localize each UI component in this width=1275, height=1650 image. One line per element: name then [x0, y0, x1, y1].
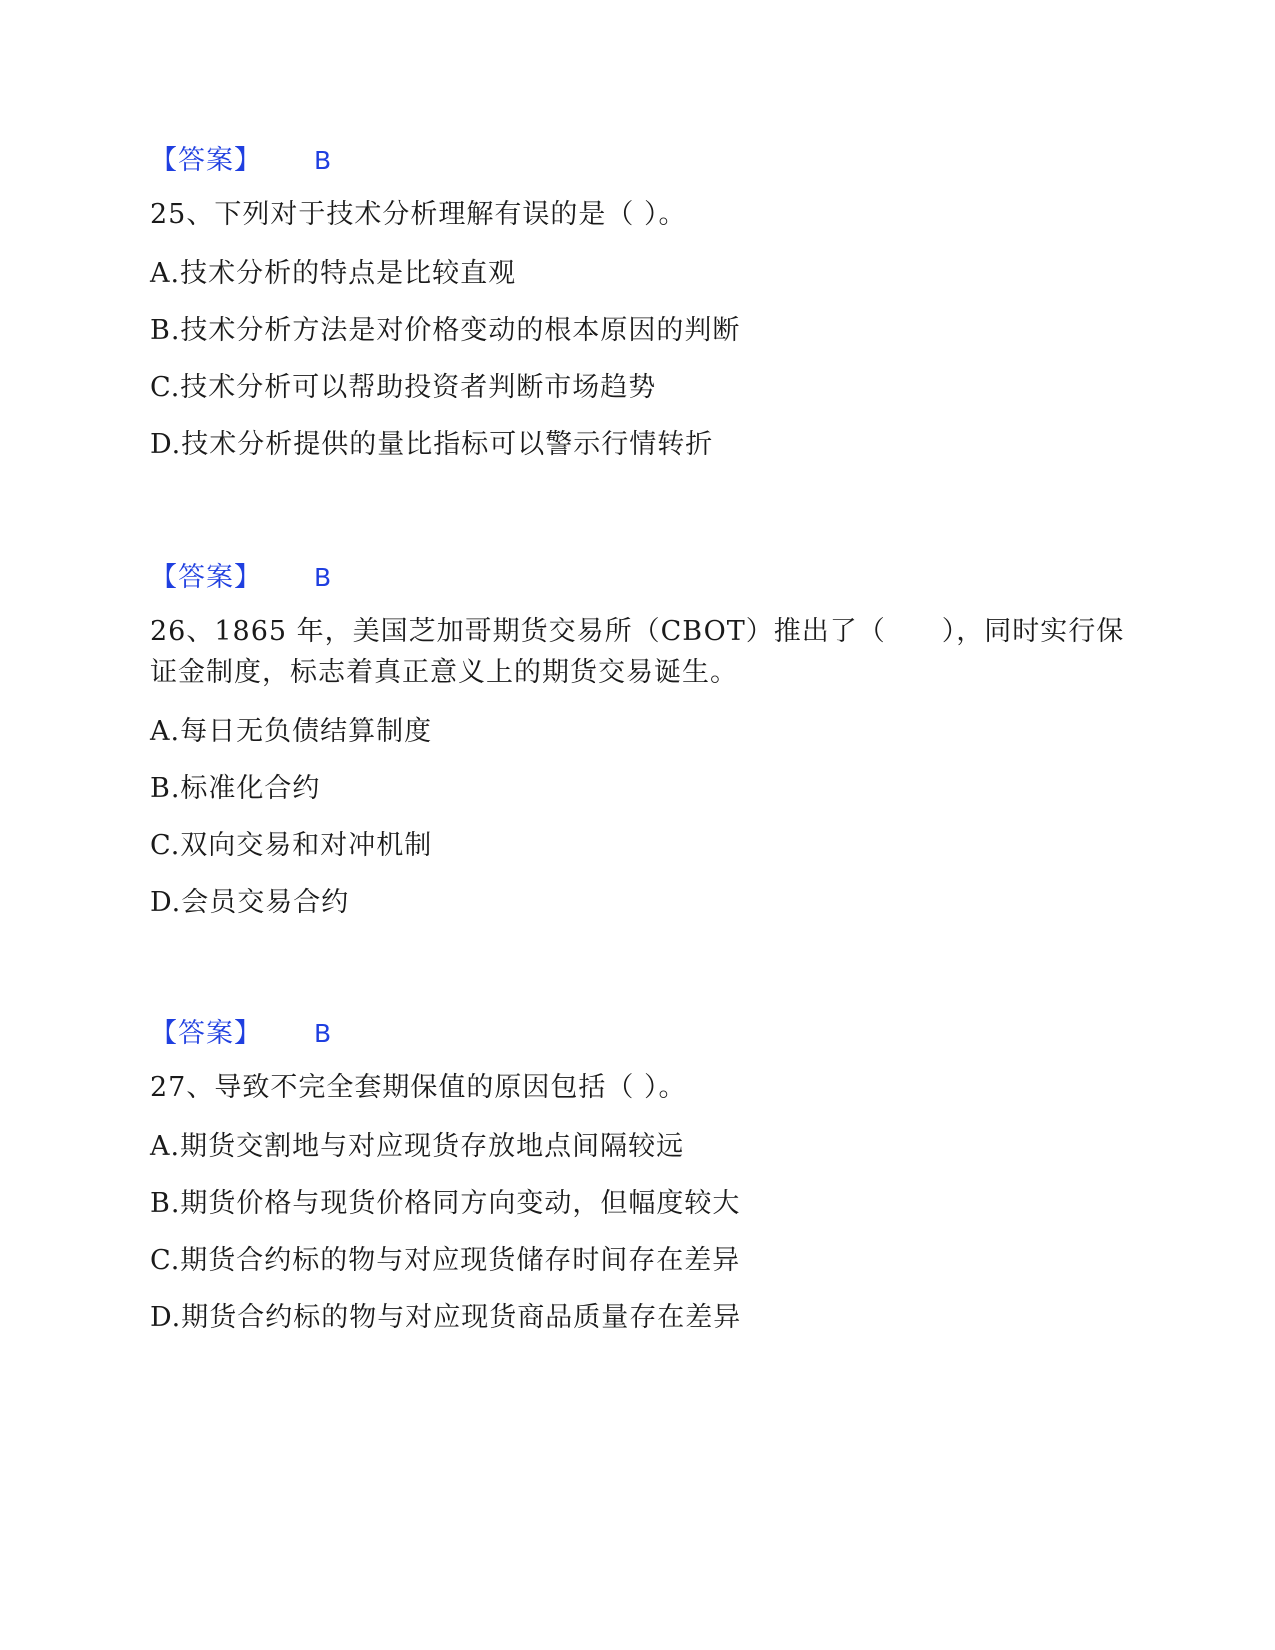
answer-value: B	[314, 1019, 332, 1048]
option-b: B.期货价格与现货价格同方向变动，但幅度较大	[150, 1188, 741, 1219]
answer-line	[150, 1016, 1130, 1052]
option-d: D.期货合约标的物与对应现货商品质量存在差异	[150, 1302, 742, 1333]
question-block-27	[150, 1016, 1130, 1336]
question-text: 26、1865 年，美国芝加哥期货交易所（CBOT）推出了（ ），同时实行保证金制度，标志着真正意义上的期货交易诞生。	[150, 616, 1125, 688]
option-a: A.每日无负债结算制度	[150, 716, 433, 747]
answer-line	[150, 143, 1130, 179]
option-d: D.会员交易合约	[150, 887, 350, 918]
option-b: B.技术分析方法是对价格变动的根本原因的判断	[150, 315, 741, 346]
answer-value: B	[314, 146, 332, 175]
option-b: B.标准化合约	[150, 773, 321, 804]
option-c: C.技术分析可以帮助投资者判断市场趋势	[150, 372, 657, 403]
question-text: 25、下列对于技术分析理解有误的是（ ）。	[150, 199, 687, 230]
answer-tag: 【答案】	[150, 145, 262, 176]
option-a: A.期货交割地与对应现货存放地点间隔较远	[150, 1131, 685, 1162]
question-text: 27、导致不完全套期保值的原因包括（ ）。	[150, 1072, 687, 1103]
option-a: A.技术分析的特点是比较直观	[150, 258, 517, 289]
question-block-26	[150, 560, 1130, 921]
answer-tag: 【答案】	[150, 562, 262, 593]
option-d: D.技术分析提供的量比指标可以警示行情转折	[150, 429, 714, 460]
answer-tag: 【答案】	[150, 1018, 262, 1049]
answer-value: B	[314, 563, 332, 592]
answer-line	[150, 560, 1130, 596]
option-c: C.双向交易和对冲机制	[150, 830, 433, 861]
option-c: C.期货合约标的物与对应现货储存时间存在差异	[150, 1245, 741, 1276]
question-block-25	[150, 143, 1130, 463]
